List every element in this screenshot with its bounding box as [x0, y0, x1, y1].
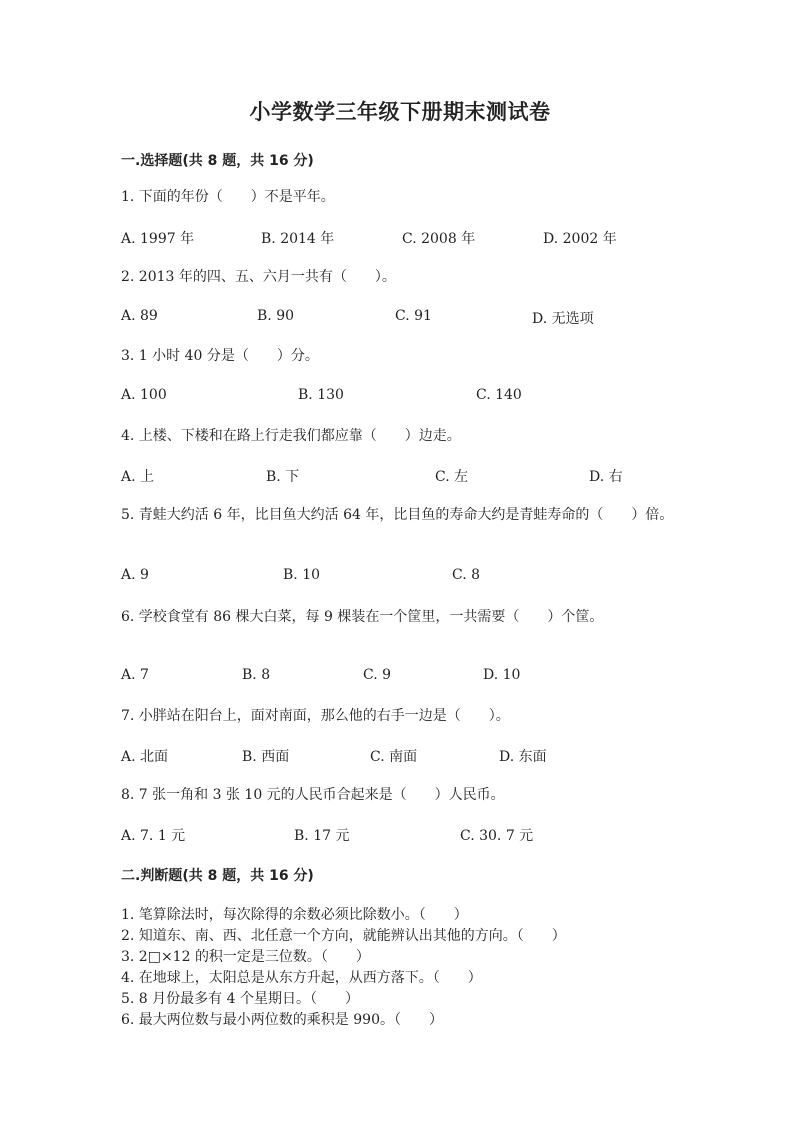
option-8b: B. 17 元	[294, 828, 350, 844]
option-6a: A. 7	[121, 667, 149, 683]
option-6b: B. 8	[242, 667, 271, 683]
option-8c: C. 30. 7 元	[460, 828, 534, 844]
option-4d: D. 右	[589, 469, 623, 485]
option-5b: B. 10	[283, 567, 321, 583]
option-3c: C. 140	[476, 387, 522, 403]
option-3a: A. 100	[121, 387, 167, 403]
option-4b: B. 下	[266, 469, 300, 485]
question-2: 2. 2013 年的四、五、六月一共有（ ）。	[121, 269, 396, 285]
option-1b: B. 2014 年	[261, 231, 335, 247]
question-5: 5. 青蛙大约活 6 年，比目鱼大约活 64 年，比目鱼的寿命大约是青蛙寿命的（ ）倍。	[121, 507, 674, 523]
option-6d: D. 10	[483, 667, 521, 683]
option-2c: C. 91	[395, 308, 432, 324]
option-7b: B. 西面	[242, 749, 290, 765]
option-2a: A. 89	[121, 308, 158, 324]
question-6: 6. 学校食堂有 86 棵大白菜，每 9 棵装在一个筐里，一共需要（ ）个筐。	[121, 609, 604, 625]
option-3b: B. 130	[298, 387, 344, 403]
option-2b: B. 90	[257, 308, 295, 324]
question-3: 3. 1 小时 40 分是（ ）分。	[121, 348, 319, 364]
option-1d: D. 2002 年	[543, 231, 617, 247]
option-7c: C. 南面	[370, 749, 418, 765]
option-4c: C. 左	[435, 469, 469, 485]
page-title: 小学数学三年级下册期末测试卷	[249, 100, 551, 124]
judgment-1: 1. 笔算除法时，每次除得的余数必须比除数小。（ ）	[121, 907, 468, 923]
option-5c: C. 8	[452, 567, 481, 583]
question-7: 7. 小胖站在阳台上，面对南面，那么他的右手一边是（ ）。	[121, 708, 510, 724]
judgment-3: 3. 2□×12 的积一定是三位数。（ ）	[121, 949, 370, 965]
judgment-4: 4. 在地球上，太阳总是从东方升起，从西方落下。（ ）	[121, 970, 482, 986]
option-5a: A. 9	[121, 567, 149, 583]
section-heading-judgment: 二.判断题(共 8 题，共 16 分)	[121, 868, 314, 884]
judgment-5: 5. 8 月份最多有 4 个星期日。（ ）	[121, 991, 359, 1007]
option-7a: A. 北面	[121, 749, 169, 765]
option-7d: D. 东面	[499, 749, 547, 765]
option-6c: C. 9	[363, 667, 392, 683]
question-1: 1. 下面的年份（ ）不是平年。	[121, 189, 335, 205]
question-4: 4. 上楼、下楼和在路上行走我们都应靠（ ）边走。	[121, 428, 461, 444]
question-8: 8. 7 张一角和 3 张 10 元的人民币合起来是（ ）人民币。	[121, 787, 505, 803]
option-4a: A. 上	[121, 469, 155, 485]
section-heading-choice: 一.选择题(共 8 题，共 16 分)	[121, 153, 314, 169]
option-2d: D. 无选项	[532, 311, 594, 327]
judgment-2: 2. 知道东、南、西、北任意一个方向，就能辨认出其他的方向。（ ）	[121, 928, 566, 944]
option-8a: A. 7. 1 元	[121, 828, 186, 844]
option-1a: A. 1997 年	[121, 231, 195, 247]
judgment-6: 6. 最大两位数与最小两位数的乘积是 990。（ ）	[121, 1012, 443, 1028]
option-1c: C. 2008 年	[402, 231, 476, 247]
